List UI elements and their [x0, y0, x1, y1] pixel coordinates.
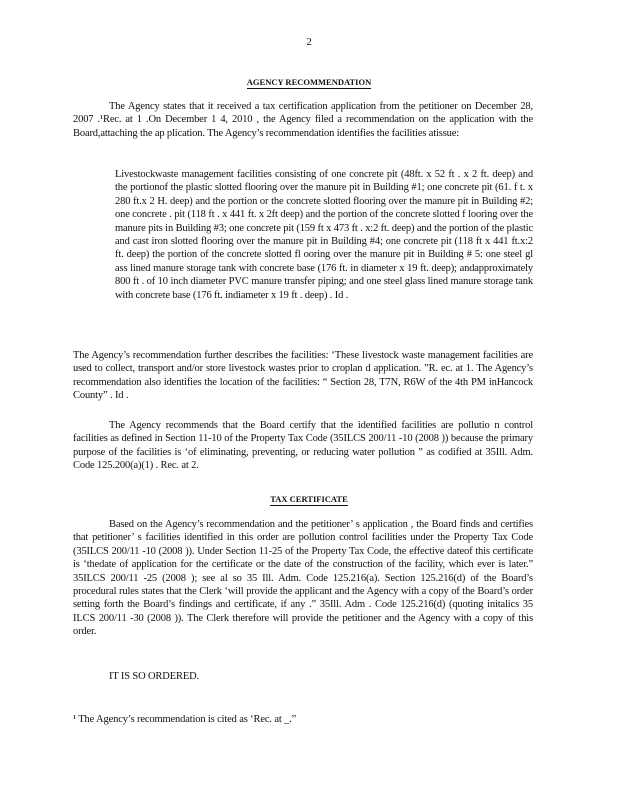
- paragraph-facilities-description: The Agency’s recommendation further describes the facilities: ‘These livestock waste management facilities are used to collect, transport and/or store livestock wastes prior to croplan d application. ”R. ec. at 1. The Agency’s recommendation also identifies the location of the facilities: “ Section 28, T7N, R6W of the 4th PM inHancock County” . Id .: [73, 350, 533, 402]
- block-quote-facilities: Livestockwaste management facilities consisting of one concrete pit (48ft. x 52 ft . x 2 ft. deep) and the portionof the plastic slotted flooring over the manure pit in Building #1; one concrete pit (61. f t. x 280 ft.x 2 H. deep) and the portion or the concrete slotted flooring over the manure pit in Building #2; one concrete . pit (118 ft . x 441 ft. x 2ft deep) and the portion of the concrete slotted f looring over the manure pits in Building #3; one concrete pit (159 ft x 473 ft . x:2 ft. deep) and the portion of the plastic and cast iron slotted flooring over the manure pit in Building #4; one concrete pit (118 ft x 441 ft.x:2 ft. deep) the portion of the concrete slotted fl ooring over the manure pit in Building # 5: one steel gl ass lined manure storage tank with concrete base (176 ft. in diameter x 19 ft. deep); andapproximately 800 ft . of 10 inch diameter PVC manure transfer piping; and one steel glass lined manure storage tank with concrete base (176 ft. indiameter x 19 ft . deep) . Id .: [115, 169, 533, 301]
- page-number: 2: [306, 36, 312, 48]
- paragraph-board-finds: Based on the Agency’s recommendation and the petitioner’ s application , the Board finds and certifies that petitioner’ s facilities identified in this order are pollution control facilities under the Property Tax Code (35ILCS 200/11 -10 (2008 )). Under Section 11-25 of the Property Tax Code, the effective dateof this certificate is ‘thedate of application for the certificate or the date of the construction of the facility, which ever is later.” 35ILCS 200/11 -25 (2008 ); see al so 35 Ill. Adm. Code 125.216(a). Section 125.216(d) of the Board’s procedural rules states that the Clerk ‘will provide the applicant and the Agency with a copy of the Board’s order setting forth the Board’s findings and certificate, if any .” 35Ill. Adm . Code 125.216(d) (quoting initalics 35 ILCS 200/11 -30 (2008 )). The Clerk therefore will provide the petitioner and the Agency with a copy of this order.: [73, 519, 533, 638]
- agency-recommendation-heading: [0, 76, 618, 89]
- footnote-divider: [73, 702, 223, 703]
- paragraph-agency-recommends: The Agency recommends that the Board certify that the identified facilities are pollutio n control facilities as defined in Section 11-10 of the Property Tax Code (35ILCS 200/11 -10 (2008 )) because the primary purpose of the facilities is ‘of eliminating, preventing, or reducing water pollution ” as codified at 35Ill. Adm. Code 125.200(a)(1) . Rec. at 2.: [73, 420, 533, 472]
- it-is-so-ordered: IT IS SO ORDERED.: [109, 671, 200, 682]
- footnote: ¹ The Agency’s recommendation is cited as ‘Rec. at _.”: [73, 714, 297, 725]
- tax-heading-text: TAX CERTIFICATE: [270, 494, 348, 504]
- paragraph-application-received: The Agency states that it received a tax certification application from the petitioner on December 28, 2007 .¹Rec. at 1 .On December 1 4, 2010 , the Agency filed a recommendation on the application with the Board,attaching the ap plication. The Agency’s recommendation identifies the facilities atissue:: [73, 101, 533, 139]
- tax-certificate-heading: [0, 493, 618, 506]
- agency-heading-text: AGENCY RECOMMENDATION: [246, 77, 372, 87]
